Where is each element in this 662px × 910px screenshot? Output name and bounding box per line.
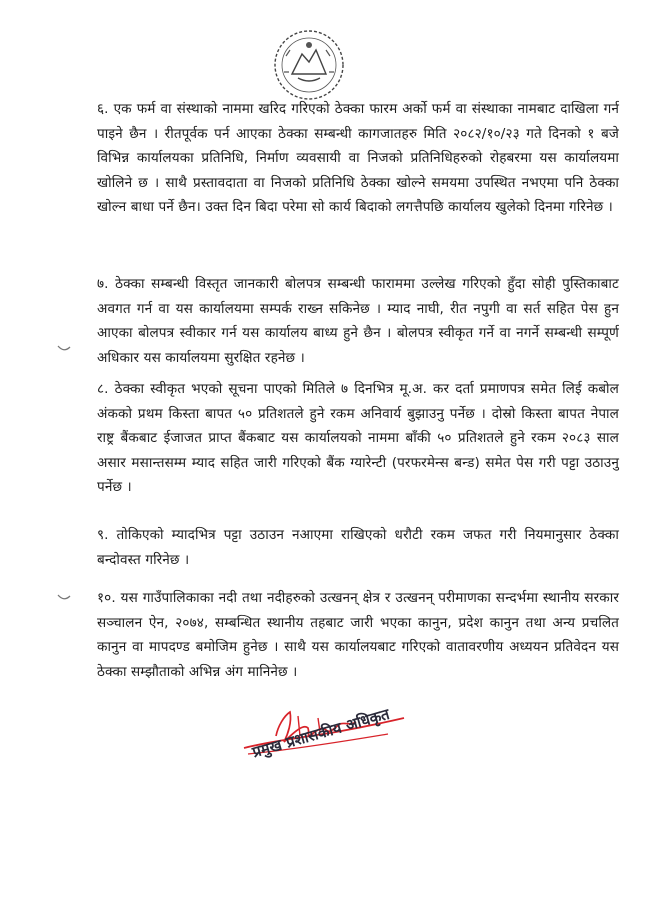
paragraph-9: ९. तोकिएको म्यादभित्र पट्टा उठाउन नआएमा राखिएको धरौटी रकम जफत गरी नियमानुसार ठेक्का बन्दोवस्त गरिनेछ ।	[97, 527, 619, 568]
punch-mark-icon	[57, 594, 71, 602]
signatory-title: प्रमुख प्रशासकीय अधिकृत	[250, 704, 392, 762]
government-seal-icon	[272, 28, 346, 102]
paragraph-7: ७. ठेक्का सम्बन्धी विस्तृत जानकारी बोलपत्र सम्बन्धी फाराममा उल्लेख गरिएको हुँदा सोही पुस्तिकाबाट अवगत गर्न वा यस कार्यालयमा सम्पर्क राख्न सकिनेछ । म्याद नाघी, रीत नपुगी वा सर्त सहित पेस हुन आएका बोलपत्र स्वीकार गर्न यस कार्यालय बाध्य हुने छैन । बोलपत्र स्वीकृत गर्ने वा नगर्ने सम्बन्धी सम्पूर्ण अधिकार यस कार्यालयमा सुरक्षित रहनेछ ।	[97, 276, 619, 366]
paragraph-8: ८. ठेक्का स्वीकृत भएको सूचना पाएको मितिले ७ दिनभित्र मू.अ. कर दर्ता प्रमाणपत्र समेत लिई कबोल अंकको प्रथम किस्ता बापत ५० प्रतिशतले हुने रकम अनिवार्य बुझाउनु पर्नेछ । दोस्रो किस्ता बापत नेपाल राष्ट्र बैंकबाट ईजाजत प्राप्त बैंकबाट यस कार्यालयको नाममा बाँकी ५० प्रतिशतले हुने रकम २०८३ साल असार मसान्तसम्म म्याद सहित जारी गरिएको बैंक ग्यारेन्टी (परफरमेन्स बन्ड) समेत पेस गरी पट्टा उठाउनु पर्नेछ ।	[97, 381, 619, 495]
paragraph-6: ६. एक फर्म वा संस्थाको नाममा खरिद गरिएको ठेक्का फारम अर्को फर्म वा संस्थाका नामबाट दाखिला गर्न पाइने छैन । रीतपूर्वक पर्न आएका ठेक्का सम्बन्धी कागजातहरु मिति २०८२/१०/२३ गते दिनको १ बजे विभिन्न कार्यालयका प्रतिनिधि, निर्माण व्यवसायी वा निजको प्रतिनिधिहरुको रोहबरमा यस कार्यालयमा खोलिने छ । साथै प्रस्तावदाता वा निजको प्रतिनिधि ठेक्का खोल्ने समयमा उपस्थित नभएमा पनि ठेक्का खोल्न बाधा पर्ने छैन। उक्त दिन बिदा परेमा सो कार्य बिदाको लगत्तैपछि कार्यालय खुलेको दिनमा गरिनेछ ।	[97, 101, 619, 215]
paragraph-10: १०. यस गाउँपालिकाका नदी तथा नदीहरुको उत्खनन् क्षेत्र र उत्खनन् परीमाणका सन्दर्भमा स्थानीय सरकार सञ्चालन ऐन, २०७४, सम्बन्धित स्थानीय तहबाट जारी भएका कानुन, प्रदेश कानुन तथा अन्य प्रचलित कानुन वा मापदण्ड बमोजिम हुनेछ । साथै यस कार्यालयबाट गरिएको वातावरणीय अध्ययन प्रतिवेदन यस ठेक्का सम्झौताको अभिन्न अंग मानिनेछ ।	[97, 590, 619, 680]
punch-mark-icon	[57, 345, 71, 353]
